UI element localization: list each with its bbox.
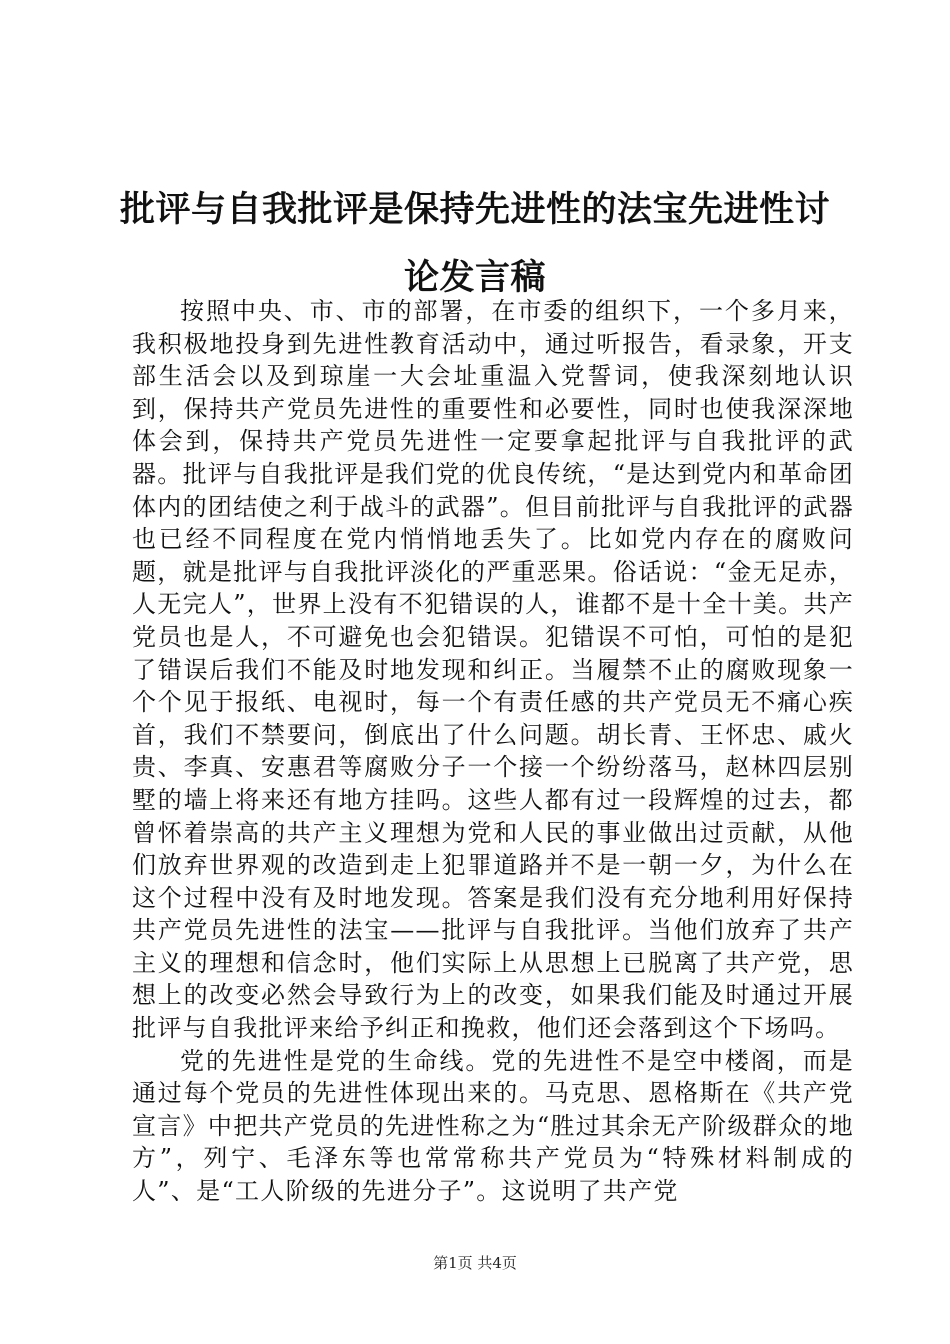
document-title-line-2: 论发言稿: [403, 258, 546, 298]
paragraph: 党的先进性是党的生命线。党的先进性不是空中楼阁，而是通过每个党员的先进性体现出来的。马克思、恩格斯在《共产党宣言》中把共产党员的先进性称之为“胜过其余无产阶级群众的地方”，列宁、毛泽东等也常常称共产党员为“特殊材料制成的人”、是“工人阶级的先进分子”。这说明了共产党: [132, 1046, 854, 1206]
document-title-line-1: 批评与自我批评是保持先进性的法宝先进性讨: [120, 190, 831, 230]
document-body: [132, 295, 854, 1208]
paragraph: 按照中央、市、市的部署，在市委的组织下，一个多月来，我积极地投身到先进性教育活动中，通过听报告，看录象，开支部生活会以及到琼崖一大会址重温入党誓词，使我深刻地认识到，保持共产党员先进性的重要性和必要性，同时也使我深深地体会到，保持共产党员先进性一定要拿起批评与自我批评的武器。批评与自我批评是我们党的优良传统，“是达到党内和革命团体内的团结使之利于战斗的武器”。但目前批评与自我批评的武器也已经不同程度在党内悄悄地丢失了。比如党内存在的腐败问题，就是批评与自我批评淡化的严重恶果。俗话说：“金无足赤，人无完人”，世界上没有不犯错误的人，谁都不是十全十美。共产党员也是人，不可避免也会犯错误。犯错误不可怕，可怕的是犯了错误后我们不能及时地发现和纠正。当履禁不止的腐败现象一个个见于报纸、电视时，每一个有责任感的共产党员无不痛心疾首，我们不禁要问，倒底出了什么问题。胡长青、王怀忠、戚火贵、李真、安惠君等腐败分子一个接一个纷纷落马，赵林四层别墅的墙上将来还有地方挂吗。这些人都有过一段辉煌的过去，都曾怀着崇高的共产主义理想为党和人民的事业做出过贡献，从他们放弃世界观的改造到走上犯罪道路并不是一朝一夕，为什么在这个过程中没有及时地发现。答案是我们没有充分地利用好保持共产党员先进性的法宝——批评与自我批评。当他们放弃了共产主义的理想和信念时，他们实际上从思想上已脱离了共产党，思想上的改变必然会导致行为上的改变，如果我们能及时通过开展批评与自我批评来给予纠正和挽救，他们还会落到这个下场吗。: [132, 297, 854, 1043]
page-number-footer: 第1页 共4页: [433, 1254, 517, 1272]
